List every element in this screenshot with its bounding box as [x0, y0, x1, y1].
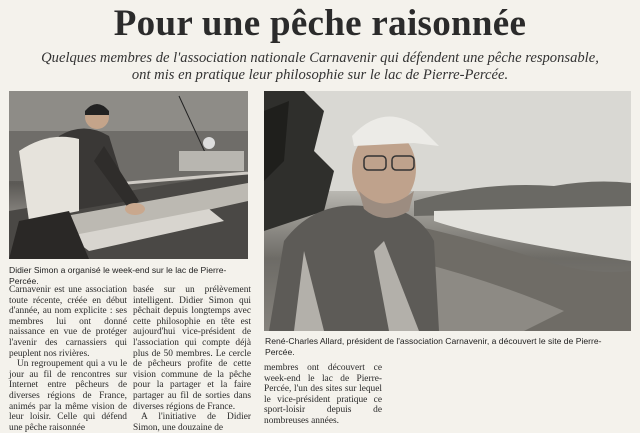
photo-rene-charles-allard-illustration: [264, 91, 631, 331]
photo-fisherman-boat-illustration: [9, 91, 248, 259]
photo-fisherman-boat: [9, 91, 248, 259]
photo-rene-charles-allard: [264, 91, 631, 331]
article-column-2: [133, 285, 251, 433]
caption-right-photo: René-Charles Allard, président de l'association Carnavenir, a découvert le site de Pierre-Percée.: [265, 336, 602, 357]
paragraph: Carnavenir est une association toute récente, créée en début d'année, au nom explicite : ses membres lui ont donné naissance en vue de protéger l'avenir des carnassiers qui peuplent nos rivières.: [9, 285, 127, 359]
paragraph: membres ont découvert ce week-end le lac de Pierre-Percée, l'un des sites sur lequel le vice-président pratique ce sport-loisir depuis de nombreuses années.: [264, 363, 382, 426]
paragraph: A l'initiative de Didier Simon, une douzaine de: [133, 412, 251, 433]
subtitle: [14, 50, 626, 84]
paragraph: basée sur un prélèvement intelligent. Didier Simon qui pêchait depuis longtemps avec cette philosophie en tête est aujourd'hui vice-président de l'association qui compte déjà plus de 50 membres. Le cercle de pêcheurs profite de cette vision commune de la pêche pour la partager et la faire partager au fil de sorties dans diverses régions de France.: [133, 285, 251, 412]
caption-left-photo: Didier Simon a organisé le week-end sur le lac de Pierre-Percée.: [9, 265, 227, 286]
paragraph: Un regroupement qui a vu le jour au fil de rencontres sur Internet entre pêcheurs de diverses régions de France, animés par la même vision de leur loisir. Celle qui défend une pêche raisonnée: [9, 359, 127, 433]
subtitle-line-2: ont mis en pratique leur philosophie sur le lac de Pierre-Percée.: [131, 67, 509, 83]
subtitle-line-1: Quelques membres de l'association nationale Carnavenir qui défendent une pêche responsable,: [41, 50, 599, 66]
article-column-3: [264, 363, 382, 427]
headline: Pour une pêche raisonnée: [113, 3, 527, 44]
article-column-1: [9, 285, 127, 433]
